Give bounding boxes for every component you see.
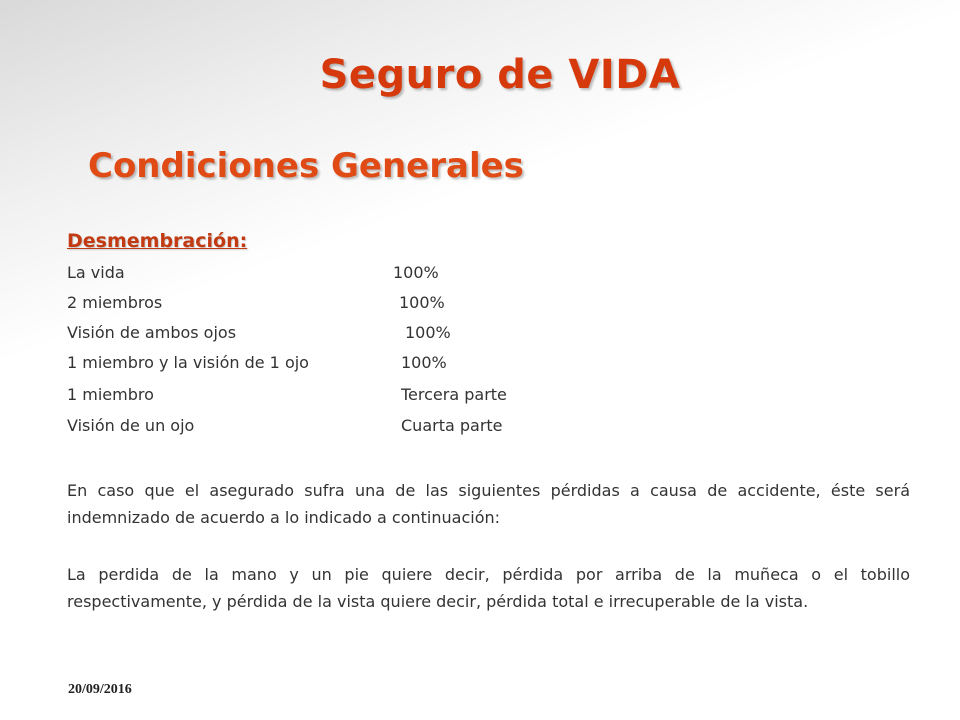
slide-date: 20/09/2016 xyxy=(68,682,132,697)
coverage-value: 100% xyxy=(401,353,447,372)
coverage-item: Visión de ambos ojos xyxy=(67,323,237,342)
coverage-value: 100% xyxy=(399,293,445,312)
section-heading-desmembracion: Desmembración: xyxy=(67,230,248,252)
slide-title: Seguro de VIDA xyxy=(319,52,681,98)
coverage-item: 1 miembro y la visión de 1 ojo xyxy=(67,353,309,372)
coverage-item: 1 miembro xyxy=(67,385,154,404)
slide-subtitle: Condiciones Generales xyxy=(88,146,524,186)
coverage-value: 100% xyxy=(405,323,451,342)
coverage-value: Cuarta parte xyxy=(401,416,503,435)
paragraph-loss-definition: La perdida de la mano y un pie quiere decir, pérdida por arriba de la muñeca o el tobillo respectivamente, y pérdida de la vista quiere decir, pérdida total e irrecuperable de la vista. xyxy=(67,565,910,611)
coverage-item: Visión de un ojo xyxy=(67,416,195,435)
coverage-item: La vida xyxy=(67,263,125,282)
coverage-item: 2 miembros xyxy=(67,293,163,312)
coverage-value: Tercera parte xyxy=(401,385,507,404)
coverage-value: 100% xyxy=(393,263,439,282)
paragraph-conditions-intro: En caso que el asegurado sufra una de las siguientes pérdidas a causa de accidente, éste será indemnizado de acuerdo a lo indicado a continuación: xyxy=(67,481,910,527)
